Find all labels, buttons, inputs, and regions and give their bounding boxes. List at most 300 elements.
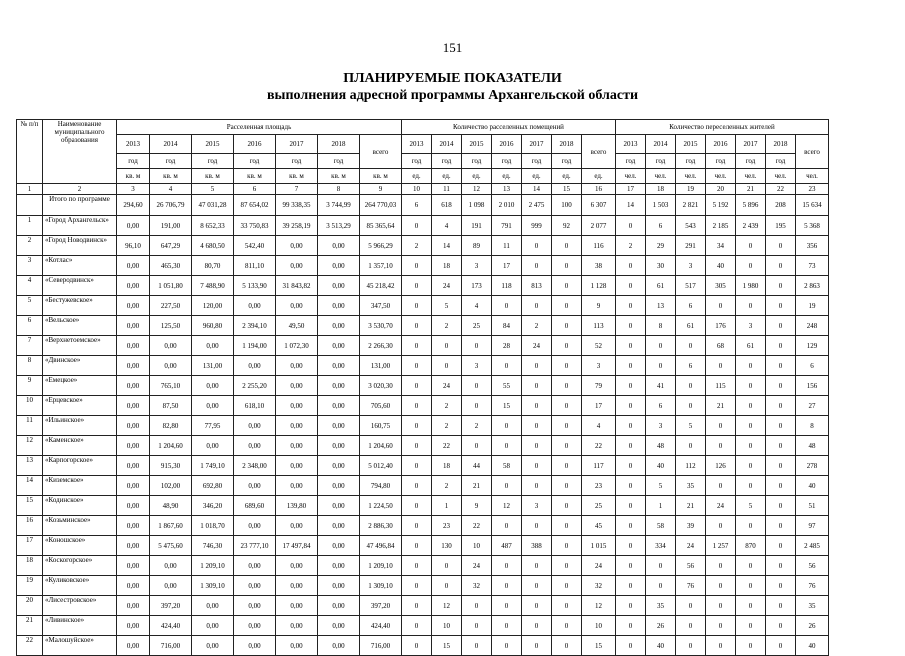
- header-year: 2018: [318, 135, 360, 154]
- people-cell: 40: [646, 456, 676, 476]
- people-cell: 0: [616, 616, 646, 636]
- rooms-cell: 2: [432, 476, 462, 496]
- people-cell: 0: [706, 616, 736, 636]
- total-people-cell: 14: [616, 195, 646, 216]
- table-row: [17, 236, 829, 256]
- area-cell: 0,00: [318, 616, 360, 636]
- area-cell: 0,00: [117, 456, 150, 476]
- total-rooms-cell: 6 307: [582, 195, 616, 216]
- rooms-cell: 5: [432, 296, 462, 316]
- municipality-name: «Бестужевское»: [43, 296, 117, 316]
- people-cell: 41: [646, 376, 676, 396]
- people-cell: 24: [676, 536, 706, 556]
- area-cell: 0,00: [117, 536, 150, 556]
- area-cell: 39 258,19: [276, 216, 318, 236]
- header-unit: ед.: [462, 169, 492, 184]
- rooms-cell: 3: [522, 496, 552, 516]
- people-cell: 0: [706, 436, 736, 456]
- header-year: 2016: [234, 135, 276, 154]
- rooms-cell: 44: [462, 456, 492, 476]
- rooms-cell: 12: [582, 596, 616, 616]
- rooms-cell: 0: [552, 356, 582, 376]
- area-cell: 2 394,10: [234, 316, 276, 336]
- people-cell: 0: [736, 576, 766, 596]
- people-cell: 0: [646, 556, 676, 576]
- area-cell: 0,00: [276, 436, 318, 456]
- rooms-cell: 0: [492, 616, 522, 636]
- people-cell: 48: [796, 436, 829, 456]
- area-cell: 0,00: [318, 536, 360, 556]
- total-area-cell: 47 031,28: [192, 195, 234, 216]
- people-cell: 517: [676, 276, 706, 296]
- row-number: 13: [17, 456, 43, 476]
- area-cell: 102,00: [150, 476, 192, 496]
- people-cell: 97: [796, 516, 829, 536]
- area-cell: 0,00: [192, 636, 234, 656]
- area-cell: 1 224,50: [360, 496, 402, 516]
- rooms-cell: 0: [402, 296, 432, 316]
- area-cell: 5 012,40: [360, 456, 402, 476]
- area-cell: 0,00: [276, 236, 318, 256]
- area-cell: 0,00: [192, 376, 234, 396]
- rooms-cell: 0: [552, 236, 582, 256]
- people-cell: 0: [646, 576, 676, 596]
- header-row: [17, 120, 829, 135]
- people-cell: 3: [676, 256, 706, 276]
- rooms-cell: 24: [432, 276, 462, 296]
- rooms-cell: 0: [492, 476, 522, 496]
- area-cell: 960,80: [192, 316, 234, 336]
- column-number: 21: [736, 184, 766, 195]
- municipality-name: «Кодинское»: [43, 496, 117, 516]
- municipality-name: «Куликовское»: [43, 576, 117, 596]
- table-row: [17, 276, 829, 296]
- people-cell: 0: [766, 296, 796, 316]
- rooms-cell: 388: [522, 536, 552, 556]
- rooms-cell: 79: [582, 376, 616, 396]
- area-cell: 0,00: [276, 576, 318, 596]
- table-row: [17, 556, 829, 576]
- header-year-word: год: [676, 154, 706, 169]
- area-cell: 85 365,64: [360, 216, 402, 236]
- people-cell: 0: [706, 476, 736, 496]
- area-cell: 0,00: [117, 516, 150, 536]
- row-number: 19: [17, 576, 43, 596]
- rooms-cell: 45: [582, 516, 616, 536]
- area-cell: 1 209,10: [360, 556, 402, 576]
- header-unit: чел.: [736, 169, 766, 184]
- table-row: [17, 416, 829, 436]
- rooms-cell: 38: [582, 256, 616, 276]
- municipality-name: «Северодвинск»: [43, 276, 117, 296]
- rooms-cell: 0: [522, 616, 552, 636]
- people-cell: 0: [766, 556, 796, 576]
- rooms-cell: 0: [402, 376, 432, 396]
- people-cell: 2 863: [796, 276, 829, 296]
- people-cell: 0: [706, 356, 736, 376]
- people-cell: 126: [706, 456, 736, 476]
- area-cell: 0,00: [117, 616, 150, 636]
- header-year: 2015: [462, 135, 492, 154]
- header-year-word: год: [432, 154, 462, 169]
- people-cell: 61: [676, 316, 706, 336]
- area-cell: 1 357,10: [360, 256, 402, 276]
- total-rooms-cell: 1 098: [462, 195, 492, 216]
- rooms-cell: 0: [432, 356, 462, 376]
- rooms-cell: 23: [582, 476, 616, 496]
- row-number: 16: [17, 516, 43, 536]
- area-cell: 1 309,10: [360, 576, 402, 596]
- column-number: 12: [462, 184, 492, 195]
- header-unit: кв. м: [276, 169, 318, 184]
- document-title: [0, 70, 905, 104]
- rooms-cell: 9: [462, 496, 492, 516]
- area-cell: 0,00: [117, 436, 150, 456]
- total-people-cell: 15 634: [796, 195, 829, 216]
- total-rooms-cell: 618: [432, 195, 462, 216]
- area-cell: 0,00: [276, 356, 318, 376]
- row-number: 15: [17, 496, 43, 516]
- row-number: 12: [17, 436, 43, 456]
- people-cell: 291: [676, 236, 706, 256]
- area-cell: 0,00: [276, 596, 318, 616]
- rooms-cell: 55: [492, 376, 522, 396]
- header-year: 2014: [646, 135, 676, 154]
- people-cell: 35: [796, 596, 829, 616]
- rooms-cell: 116: [582, 236, 616, 256]
- people-cell: 195: [766, 216, 796, 236]
- header-unit: ед.: [402, 169, 432, 184]
- header-year: 2016: [492, 135, 522, 154]
- people-cell: 0: [766, 436, 796, 456]
- area-cell: 0,00: [150, 356, 192, 376]
- rooms-cell: 21: [462, 476, 492, 496]
- total-area-cell: 264 770,03: [360, 195, 402, 216]
- area-cell: 0,00: [192, 596, 234, 616]
- people-cell: 0: [616, 256, 646, 276]
- people-cell: 0: [616, 476, 646, 496]
- people-cell: 0: [616, 216, 646, 236]
- subtitle-line: выполнения адресной программы Архангельской области: [266, 88, 639, 103]
- table-row: [17, 496, 829, 516]
- people-cell: 0: [616, 316, 646, 336]
- people-cell: 40: [796, 636, 829, 656]
- total-area-cell: 3 744,99: [318, 195, 360, 216]
- column-number: 23: [796, 184, 829, 195]
- column-number: 11: [432, 184, 462, 195]
- people-cell: 0: [766, 636, 796, 656]
- area-cell: 0,00: [276, 636, 318, 656]
- rooms-cell: 4: [462, 296, 492, 316]
- people-cell: 0: [736, 616, 766, 636]
- people-cell: 0: [766, 476, 796, 496]
- municipality-name: «Город Новодвинск»: [43, 236, 117, 256]
- area-cell: 0,00: [318, 236, 360, 256]
- rooms-cell: 24: [582, 556, 616, 576]
- rooms-cell: 0: [522, 596, 552, 616]
- row-number: 3: [17, 256, 43, 276]
- people-cell: 0: [676, 616, 706, 636]
- people-cell: 5: [676, 416, 706, 436]
- rooms-cell: 0: [522, 356, 552, 376]
- people-cell: 26: [796, 616, 829, 636]
- people-cell: 0: [616, 356, 646, 376]
- header-year: 2018: [552, 135, 582, 154]
- header-year-word: год: [646, 154, 676, 169]
- column-number: 1: [17, 184, 43, 195]
- row-number: [17, 195, 43, 216]
- header-year: 2014: [432, 135, 462, 154]
- total-row: [17, 195, 829, 216]
- municipality-name: «Лисестровское»: [43, 596, 117, 616]
- rooms-cell: 0: [402, 396, 432, 416]
- people-cell: 0: [676, 636, 706, 656]
- row-number: 6: [17, 316, 43, 336]
- column-numbers-row: [17, 184, 829, 195]
- header-year-word: год: [150, 154, 192, 169]
- area-cell: 96,10: [117, 236, 150, 256]
- rooms-cell: 0: [552, 556, 582, 576]
- area-cell: 0,00: [318, 456, 360, 476]
- people-cell: 0: [616, 456, 646, 476]
- rooms-cell: 0: [492, 556, 522, 576]
- table-row: [17, 356, 829, 376]
- people-cell: 2 439: [736, 216, 766, 236]
- area-cell: 0,00: [318, 436, 360, 456]
- area-cell: 716,00: [150, 636, 192, 656]
- people-cell: 76: [676, 576, 706, 596]
- municipality-name: «Ливинское»: [43, 616, 117, 636]
- area-cell: 0,00: [234, 636, 276, 656]
- rooms-cell: 18: [432, 456, 462, 476]
- area-cell: 689,60: [234, 496, 276, 516]
- people-cell: 0: [766, 456, 796, 476]
- municipality-name: «Двинское»: [43, 356, 117, 376]
- area-cell: 0,00: [117, 316, 150, 336]
- people-cell: 58: [646, 516, 676, 536]
- people-cell: 56: [796, 556, 829, 576]
- area-cell: 397,20: [360, 596, 402, 616]
- people-cell: 24: [706, 496, 736, 516]
- people-cell: 0: [736, 256, 766, 276]
- people-cell: 0: [616, 636, 646, 656]
- header-unit: ед.: [492, 169, 522, 184]
- area-cell: 3 020,30: [360, 376, 402, 396]
- area-cell: 0,00: [117, 336, 150, 356]
- area-cell: 0,00: [234, 516, 276, 536]
- rooms-cell: 11: [492, 236, 522, 256]
- people-cell: 0: [646, 356, 676, 376]
- rooms-cell: 0: [492, 636, 522, 656]
- people-cell: 156: [796, 376, 829, 396]
- table-row: [17, 536, 829, 556]
- area-cell: 1 051,80: [150, 276, 192, 296]
- rooms-cell: 1 128: [582, 276, 616, 296]
- rooms-cell: 0: [552, 436, 582, 456]
- rooms-cell: 0: [522, 636, 552, 656]
- area-cell: 0,00: [150, 336, 192, 356]
- rooms-cell: 0: [462, 376, 492, 396]
- header-year-word: год: [522, 154, 552, 169]
- people-cell: 35: [676, 476, 706, 496]
- people-cell: 0: [736, 436, 766, 456]
- people-cell: 35: [646, 596, 676, 616]
- table-row: [17, 516, 829, 536]
- people-cell: 8: [796, 416, 829, 436]
- rooms-cell: 23: [432, 516, 462, 536]
- area-cell: 0,00: [234, 416, 276, 436]
- people-cell: 0: [766, 256, 796, 276]
- area-cell: 0,00: [192, 616, 234, 636]
- area-cell: 0,00: [234, 436, 276, 456]
- column-number: 2: [43, 184, 117, 195]
- rooms-cell: 0: [552, 456, 582, 476]
- people-cell: 56: [676, 556, 706, 576]
- rooms-cell: 0: [522, 556, 552, 576]
- area-cell: 33 750,83: [234, 216, 276, 236]
- area-cell: 0,00: [117, 596, 150, 616]
- column-number: 4: [150, 184, 192, 195]
- area-cell: 0,00: [117, 256, 150, 276]
- area-cell: 0,00: [192, 336, 234, 356]
- rooms-cell: 999: [522, 216, 552, 236]
- rooms-cell: 24: [432, 376, 462, 396]
- people-cell: 0: [616, 436, 646, 456]
- row-number: 9: [17, 376, 43, 396]
- table-row: [17, 296, 829, 316]
- rooms-cell: 15: [582, 636, 616, 656]
- rooms-cell: 173: [462, 276, 492, 296]
- rooms-cell: 0: [552, 336, 582, 356]
- area-cell: 0,00: [318, 496, 360, 516]
- area-cell: 5 966,29: [360, 236, 402, 256]
- people-cell: 0: [766, 536, 796, 556]
- people-cell: 0: [766, 496, 796, 516]
- people-cell: 0: [706, 556, 736, 576]
- header-year-word: год: [234, 154, 276, 169]
- rooms-cell: 0: [402, 336, 432, 356]
- people-cell: 0: [736, 396, 766, 416]
- people-cell: 6: [676, 356, 706, 376]
- rooms-cell: 0: [462, 436, 492, 456]
- municipality-name: «Емецкое»: [43, 376, 117, 396]
- rooms-cell: 2: [462, 416, 492, 436]
- area-cell: 0,00: [276, 396, 318, 416]
- header-total: всего: [796, 135, 829, 169]
- area-cell: 0,00: [234, 616, 276, 636]
- rooms-cell: 0: [552, 376, 582, 396]
- area-cell: 1 204,60: [150, 436, 192, 456]
- area-cell: 17 497,84: [276, 536, 318, 556]
- municipality-name: «Козьминское»: [43, 516, 117, 536]
- area-cell: 397,20: [150, 596, 192, 616]
- rooms-cell: 28: [492, 336, 522, 356]
- header-unit: кв. м: [318, 169, 360, 184]
- people-cell: 29: [646, 236, 676, 256]
- header-people-group: Количество переселенных жителей: [616, 120, 829, 135]
- people-cell: 0: [616, 516, 646, 536]
- area-cell: 347,50: [360, 296, 402, 316]
- header-unit: кв. м: [192, 169, 234, 184]
- area-cell: 0,00: [117, 496, 150, 516]
- area-cell: 0,00: [318, 576, 360, 596]
- rooms-cell: 0: [522, 296, 552, 316]
- rooms-cell: 0: [432, 556, 462, 576]
- people-cell: 2: [616, 236, 646, 256]
- people-cell: 3: [646, 416, 676, 436]
- row-number: 8: [17, 356, 43, 376]
- people-cell: 129: [796, 336, 829, 356]
- area-cell: 1 072,30: [276, 336, 318, 356]
- rooms-cell: 0: [552, 496, 582, 516]
- people-cell: 68: [706, 336, 736, 356]
- people-cell: 0: [736, 516, 766, 536]
- people-cell: 51: [796, 496, 829, 516]
- table-row: [17, 456, 829, 476]
- area-cell: 0,00: [318, 356, 360, 376]
- people-cell: 0: [736, 556, 766, 576]
- column-number: 5: [192, 184, 234, 195]
- table-row: [17, 576, 829, 596]
- area-cell: 3 513,29: [318, 216, 360, 236]
- header-number: № п/п: [17, 120, 43, 184]
- area-cell: 0,00: [117, 576, 150, 596]
- people-cell: 0: [706, 636, 736, 656]
- people-cell: 0: [766, 356, 796, 376]
- people-cell: 278: [796, 456, 829, 476]
- area-cell: 0,00: [234, 576, 276, 596]
- rooms-cell: 25: [582, 496, 616, 516]
- people-cell: 356: [796, 236, 829, 256]
- total-rooms-cell: 6: [402, 195, 432, 216]
- area-cell: 794,80: [360, 476, 402, 496]
- rooms-cell: 0: [402, 436, 432, 456]
- area-cell: 0,00: [117, 636, 150, 656]
- rooms-cell: 0: [462, 636, 492, 656]
- people-cell: 76: [796, 576, 829, 596]
- people-cell: 334: [646, 536, 676, 556]
- rooms-cell: 0: [522, 396, 552, 416]
- rooms-cell: 0: [552, 316, 582, 336]
- header-year: 2015: [192, 135, 234, 154]
- area-cell: 0,00: [117, 416, 150, 436]
- area-cell: 0,00: [234, 596, 276, 616]
- area-cell: 0,00: [318, 256, 360, 276]
- column-number: 17: [616, 184, 646, 195]
- area-cell: 1 309,10: [192, 576, 234, 596]
- header-year: 2014: [150, 135, 192, 154]
- page-number: 151: [442, 40, 463, 55]
- area-cell: 424,40: [150, 616, 192, 636]
- area-cell: 0,00: [276, 296, 318, 316]
- people-cell: 248: [796, 316, 829, 336]
- rooms-cell: 0: [492, 596, 522, 616]
- people-cell: 5: [736, 496, 766, 516]
- row-number: 14: [17, 476, 43, 496]
- area-cell: 0,00: [276, 416, 318, 436]
- header-units-row: [17, 169, 829, 184]
- header-unit: чел.: [706, 169, 736, 184]
- column-number: 15: [552, 184, 582, 195]
- title-line: ПЛАНИРУЕМЫЕ ПОКАЗАТЕЛИ: [343, 71, 562, 86]
- header-year: 2017: [522, 135, 552, 154]
- table-row: [17, 616, 829, 636]
- municipality-name: «Город Архангельск»: [43, 216, 117, 236]
- people-cell: 0: [676, 396, 706, 416]
- people-cell: 40: [796, 476, 829, 496]
- people-cell: 6: [796, 356, 829, 376]
- people-cell: 34: [706, 236, 736, 256]
